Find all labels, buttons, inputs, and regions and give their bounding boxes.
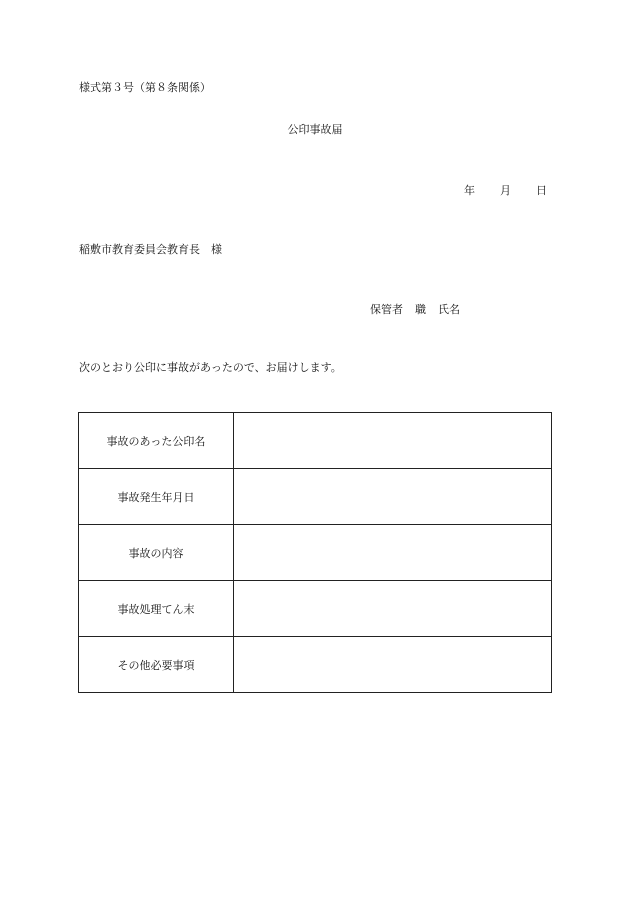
signer-line [370,304,460,315]
table-row [79,525,552,581]
date-day-label: 日 [536,184,547,197]
row-value-field[interactable] [234,581,552,637]
intro-text: 次のとおり公印に事故があったので、お届けします。 [79,361,342,374]
table-row [79,581,552,637]
table-row [79,469,552,525]
incident-form-table [78,412,552,693]
row-label: 事故の内容 [79,525,234,581]
row-label: 事故処理てん末 [79,581,234,637]
date-month-label: 月 [500,184,511,197]
row-value-field[interactable] [234,469,552,525]
signer-position: 職 [415,303,426,316]
row-label: その他必要事項 [79,637,234,693]
document-title: 公印事故届 [287,123,343,136]
row-value-field[interactable] [234,525,552,581]
row-label: 事故のあった公印名 [79,413,234,469]
signer-name-label: 氏名 [438,303,460,316]
row-value-field[interactable] [234,637,552,693]
date-year-label: 年 [464,184,475,197]
table-row [79,413,552,469]
addressee: 稲敷市教育委員会教育長 様 [79,243,222,256]
row-value-field[interactable] [234,413,552,469]
signer-role: 保管者 [370,303,403,316]
form-number: 様式第３号（第８条関係） [79,81,211,94]
table-row [79,637,552,693]
row-label: 事故発生年月日 [79,469,234,525]
